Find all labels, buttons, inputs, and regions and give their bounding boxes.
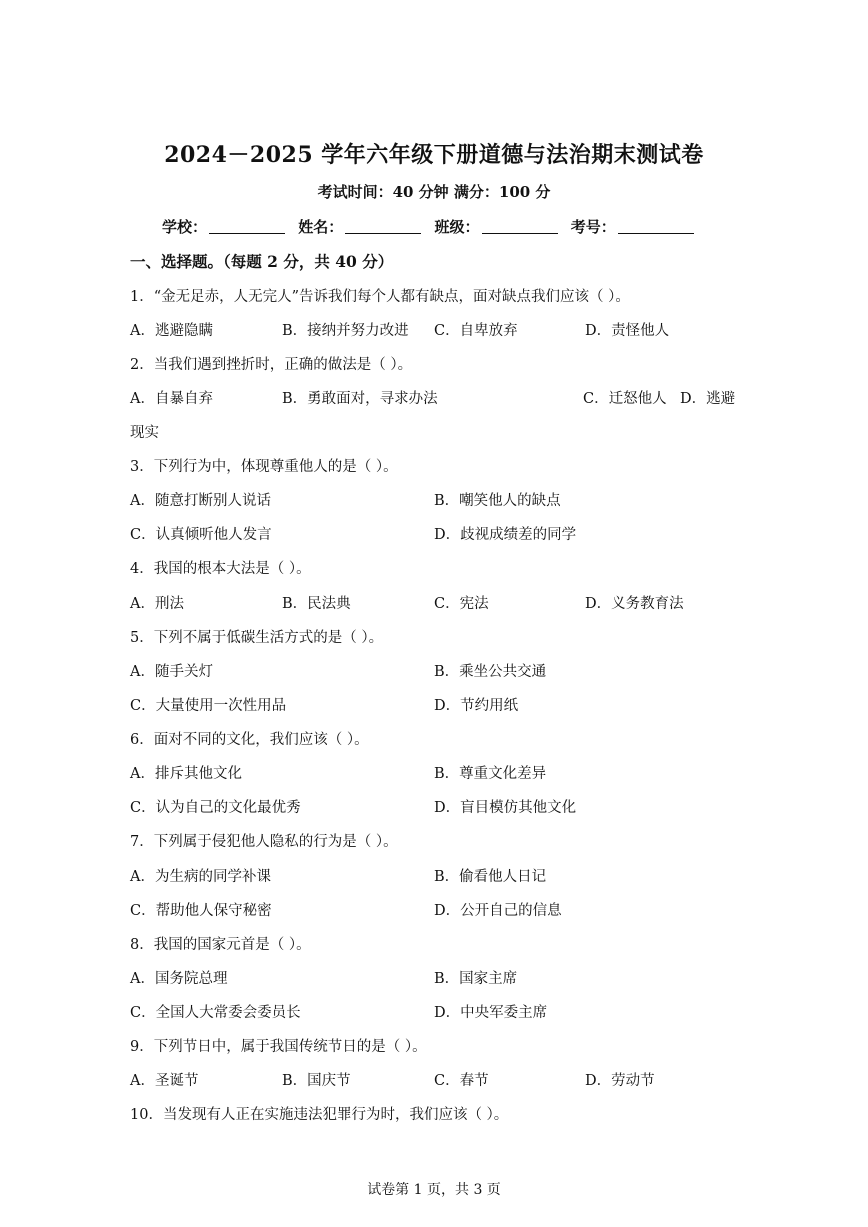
option-d: D．公开自己的信息 [434, 903, 562, 919]
option-c: C．认真倾听他人发言 [130, 527, 272, 543]
question-stem: 6．面对不同的文化，我们应该（ ）。 [130, 732, 369, 748]
exam-subtitle: 考试时间：40 分钟 满分：100 分 [317, 183, 551, 201]
question-stem: 2．当我们遇到挫折时，正确的做法是（ ）。 [130, 357, 413, 373]
option-c: C．全国人大常委会委员长 [130, 1005, 301, 1021]
option-d: D．中央军委主席 [434, 1005, 548, 1021]
option-d: D．歧视成绩差的同学 [434, 527, 577, 543]
option-c: C．大量使用一次性用品 [130, 698, 287, 714]
school-field [162, 216, 285, 237]
section-heading: 一、选择题。（每题 2 分，共 40 分） [130, 252, 394, 271]
question-stem: 9．下列节日中，属于我国传统节日的是（ ）。 [130, 1039, 427, 1055]
option-c: C．迁怒他人 [583, 391, 667, 407]
option-d: D．节约用纸 [434, 698, 519, 714]
option-c: C．春节 [434, 1073, 489, 1089]
question-stem: 1．“金无足赤，人无完人”告诉我们每个人都有缺点，面对缺点我们应该（ ）。 [130, 289, 630, 305]
option-b: B．国家主席 [434, 971, 518, 987]
option-a: A．刑法 [130, 596, 184, 612]
option-wrap-text: 现实 [130, 425, 159, 441]
option-c: C．自卑放弃 [434, 323, 518, 339]
option-b: B．接纳并努力改进 [282, 323, 409, 339]
question-stem: 10．当发现有人正在实施违法犯罪行为时，我们应该（ ）。 [130, 1107, 509, 1123]
exam-number-blank[interactable] [618, 219, 694, 234]
option-a: A．自暴自弃 [130, 391, 213, 407]
option-b: B．民法典 [282, 596, 351, 612]
option-a: A．逃避隐瞒 [130, 323, 213, 339]
option-d: D．劳动节 [585, 1073, 655, 1089]
option-d: D．逃避 [680, 391, 736, 407]
option-d: D．义务教育法 [585, 596, 684, 612]
question-stem: 7．下列属于侵犯他人隐私的行为是（ ）。 [130, 834, 398, 850]
exam-title: 2024－2025 学年六年级下册道德与法治期末测试卷 [164, 142, 704, 168]
option-a: A．为生病的同学补课 [130, 869, 271, 885]
name-field [298, 216, 421, 237]
class-label: 班级： [434, 218, 480, 236]
class-field [435, 216, 558, 237]
exam-number-field [571, 216, 694, 237]
student-info-row [162, 216, 722, 237]
option-b: B．尊重文化差异 [434, 766, 547, 782]
school-blank[interactable] [209, 219, 285, 234]
school-label: 学校： [162, 218, 208, 236]
option-b: B．国庆节 [282, 1073, 351, 1089]
question-stem: 3．下列行为中，体现尊重他人的是（ ）。 [130, 459, 398, 475]
exam-number-label: 考号： [570, 218, 616, 236]
question-stem: 4．我国的根本大法是（ ）。 [130, 561, 311, 577]
question-stem: 8．我国的国家元首是（ ）。 [130, 937, 311, 953]
name-label: 姓名： [298, 218, 344, 236]
question-stem: 5．下列不属于低碳生活方式的是（ ）。 [130, 630, 384, 646]
option-a: A．国务院总理 [130, 971, 228, 987]
option-b: B．嘲笑他人的缺点 [434, 493, 561, 509]
option-a: A．圣诞节 [130, 1073, 199, 1089]
option-b: B．勇敢面对，寻求办法 [282, 391, 438, 407]
option-c: C．认为自己的文化最优秀 [130, 800, 301, 816]
option-a: A．排斥其他文化 [130, 766, 242, 782]
option-b: B．偷看他人日记 [434, 869, 547, 885]
page-footer: 试卷第 1 页，共 3 页 [367, 1182, 501, 1198]
option-c: C．帮助他人保守秘密 [130, 903, 272, 919]
option-a: A．随意打断别人说话 [130, 493, 271, 509]
option-c: C．宪法 [434, 596, 489, 612]
option-a: A．随手关灯 [130, 664, 213, 680]
option-b: B．乘坐公共交通 [434, 664, 547, 680]
option-d: D．责怪他人 [585, 323, 670, 339]
option-d: D．盲目模仿其他文化 [434, 800, 577, 816]
class-blank[interactable] [482, 219, 558, 234]
name-blank[interactable] [345, 219, 421, 234]
